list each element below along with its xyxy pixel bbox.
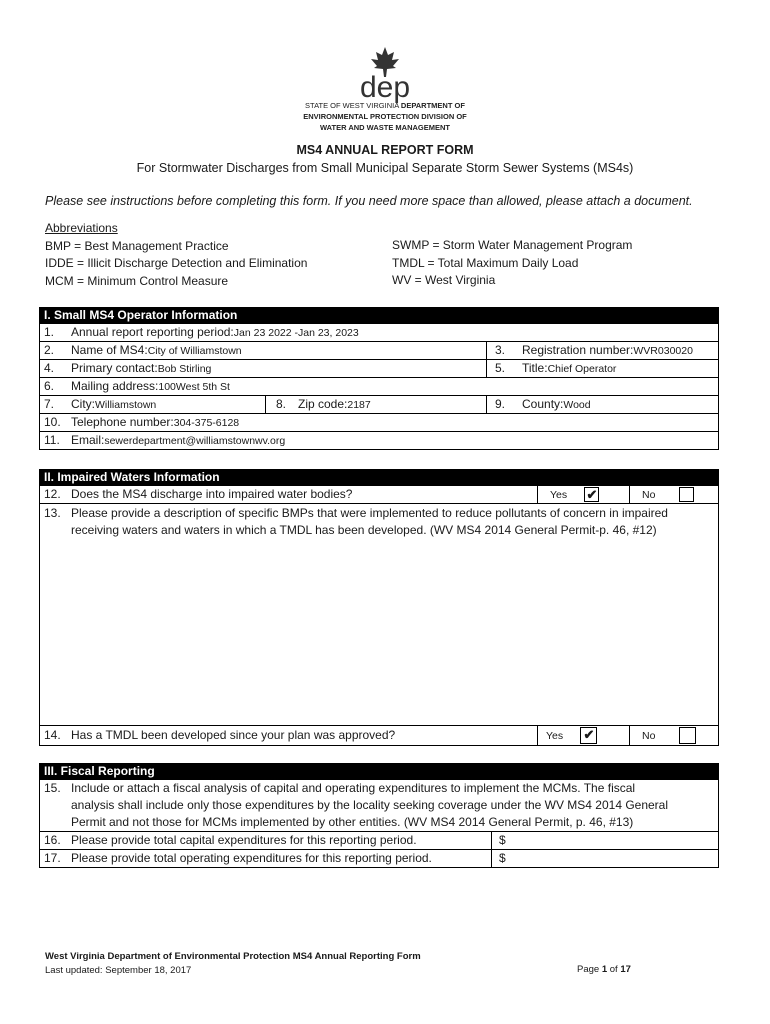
capital-expenditures-field[interactable]: $ [491, 832, 506, 849]
org-line-1: STATE OF WEST VIRGINIA DEPARTMENT OF [305, 101, 465, 110]
row-reporting-period: 1. Annual report reporting period:Jan 23 2022 -Jan 23, 2023 [39, 324, 719, 342]
section-heading: III. Fiscal Reporting [39, 763, 719, 780]
section-heading: I. Small MS4 Operator Information [39, 307, 719, 324]
telephone-field[interactable]: 304-375-6128 [173, 417, 240, 429]
org-line-2: ENVIRONMENTAL PROTECTION DIVISION OF [303, 112, 467, 121]
no-label: No [642, 489, 656, 501]
abbreviations-heading: Abbreviations [45, 221, 118, 235]
registration-number-field[interactable]: WVR030020 [633, 345, 693, 357]
row-telephone: 10. Telephone number:304-375-6128 [39, 414, 719, 432]
row-q15: 15. Include or attach a fiscal analysis of capital and operating expenditures to implement the MCMs. The fiscal analysis shall include only those expenditures by the locality seeking coverage under the WV MS4 2014 General Permit and not those for MCMs implemented by other entities. (WV MS4 2014 General Permit, p. 46, #13) [39, 780, 719, 832]
primary-contact-field[interactable]: Bob Stirling [157, 363, 212, 375]
row-ms4-name: 2. Name of MS4:City of Williamstown 3. Registration number:WVR030020 [39, 342, 719, 360]
row-q12: 12. Does the MS4 discharge into impaired water bodies? Yes ✔ No [39, 486, 719, 504]
maple-leaf-icon [340, 45, 430, 103]
form-title: MS4 ANNUAL REPORT FORM [296, 143, 474, 157]
abbr-item: MCM = Minimum Control Measure [45, 273, 229, 288]
row-q13: 13. Please provide a description of specific BMPs that were implemented to reduce pollutants of concern in impaired receiving waters and waters in which a TMDL has been developed. (WV MS4 2014 General Permit-p. 46, #12) [39, 504, 719, 726]
row-mailing-address: 6. Mailing address:100West 5th St [39, 378, 719, 396]
q14-no-cell [629, 726, 696, 745]
abbr-item: IDDE = Illicit Discharge Detection and Elimination [45, 256, 308, 270]
q14-yes-checkbox[interactable]: ✔ [580, 727, 597, 744]
q12-no-checkbox[interactable] [679, 487, 694, 502]
zip-code-field[interactable]: 2187 [347, 399, 371, 411]
section-heading: II. Impaired Waters Information [39, 469, 719, 486]
row-q14: 14. Has a TMDL been developed since your plan was approved? Yes ✔ No [39, 726, 719, 746]
title-cell: 5. Title:Chief Operator [486, 360, 616, 377]
row-q16: 16. Please provide total capital expenditures for this reporting period. $ [39, 832, 719, 850]
yes-label: Yes [550, 489, 568, 501]
q12-yes-cell [537, 486, 629, 503]
row-q17: 17. Please provide total operating expenditures for this reporting period. $ [39, 850, 719, 868]
county-cell: 9. County:Wood [486, 396, 591, 413]
org-line-3: WATER AND WASTE MANAGEMENT [320, 123, 450, 132]
registration-cell: 3. Registration number:WVR030020 [486, 342, 693, 359]
row-city-zip-county: 7. City:Williamstown 8. Zip code:2187 9. County:Wood [39, 396, 719, 414]
section-fiscal-reporting [39, 763, 719, 868]
section-operator-info [39, 307, 719, 450]
zip-cell: 8. Zip code:2187 [265, 396, 371, 413]
footer [45, 950, 421, 978]
yes-label: Yes [546, 730, 564, 742]
q13-response-area[interactable] [40, 544, 718, 722]
no-label: No [642, 730, 656, 742]
section-impaired-waters [39, 469, 719, 746]
title-field[interactable]: Chief Operator [547, 363, 617, 375]
abbr-item: TMDL = Total Maximum Daily Load [392, 255, 579, 270]
reporting-period-field[interactable]: Jan 23 2022 -Jan 23, 2023 [233, 327, 359, 339]
operating-expenditures-field[interactable]: $ [491, 850, 506, 867]
abbr-item: WV = West Virginia [392, 273, 496, 287]
row-email: 11. Email:sewerdepartment@williamstownwv.org [39, 432, 719, 450]
dep-logo [340, 45, 430, 103]
row-primary-contact: 4. Primary contact:Bob Stirling 5. Title:Chief Operator [39, 360, 719, 378]
city-field[interactable]: Williamstown [95, 399, 157, 411]
q12-yes-checkbox[interactable]: ✔ [584, 487, 599, 502]
q14-no-checkbox[interactable] [679, 727, 696, 744]
q12-no-cell [629, 486, 694, 503]
q14-yes-cell [537, 726, 629, 745]
county-field[interactable]: Wood [563, 399, 591, 411]
mailing-address-field[interactable]: 100West 5th St [158, 381, 230, 393]
page-number: Page 1 of 17 [577, 964, 631, 975]
footer-title: West Virginia Department of Environmental Protection MS4 Annual Reporting Form [45, 951, 421, 962]
form-subtitle: For Stormwater Discharges from Small Municipal Separate Storm Sewer Systems (MS4s) [136, 161, 634, 175]
footer-updated: Last updated: September 18, 2017 [45, 965, 192, 976]
instructions: Please see instructions before completing this form. If you need more space than allowed, please attach a document. [45, 194, 693, 208]
logo-text: dep [359, 71, 411, 103]
email-field[interactable]: sewerdepartment@williamstownwv.org [104, 435, 286, 447]
ms4-name-field[interactable]: City of Williamstown [147, 345, 242, 357]
abbreviations-right [392, 237, 632, 290]
abbr-item: SWMP = Storm Water Management Program [392, 238, 633, 252]
abbreviations-left [45, 220, 307, 290]
abbr-item: BMP = Best Management Practice [45, 238, 229, 253]
